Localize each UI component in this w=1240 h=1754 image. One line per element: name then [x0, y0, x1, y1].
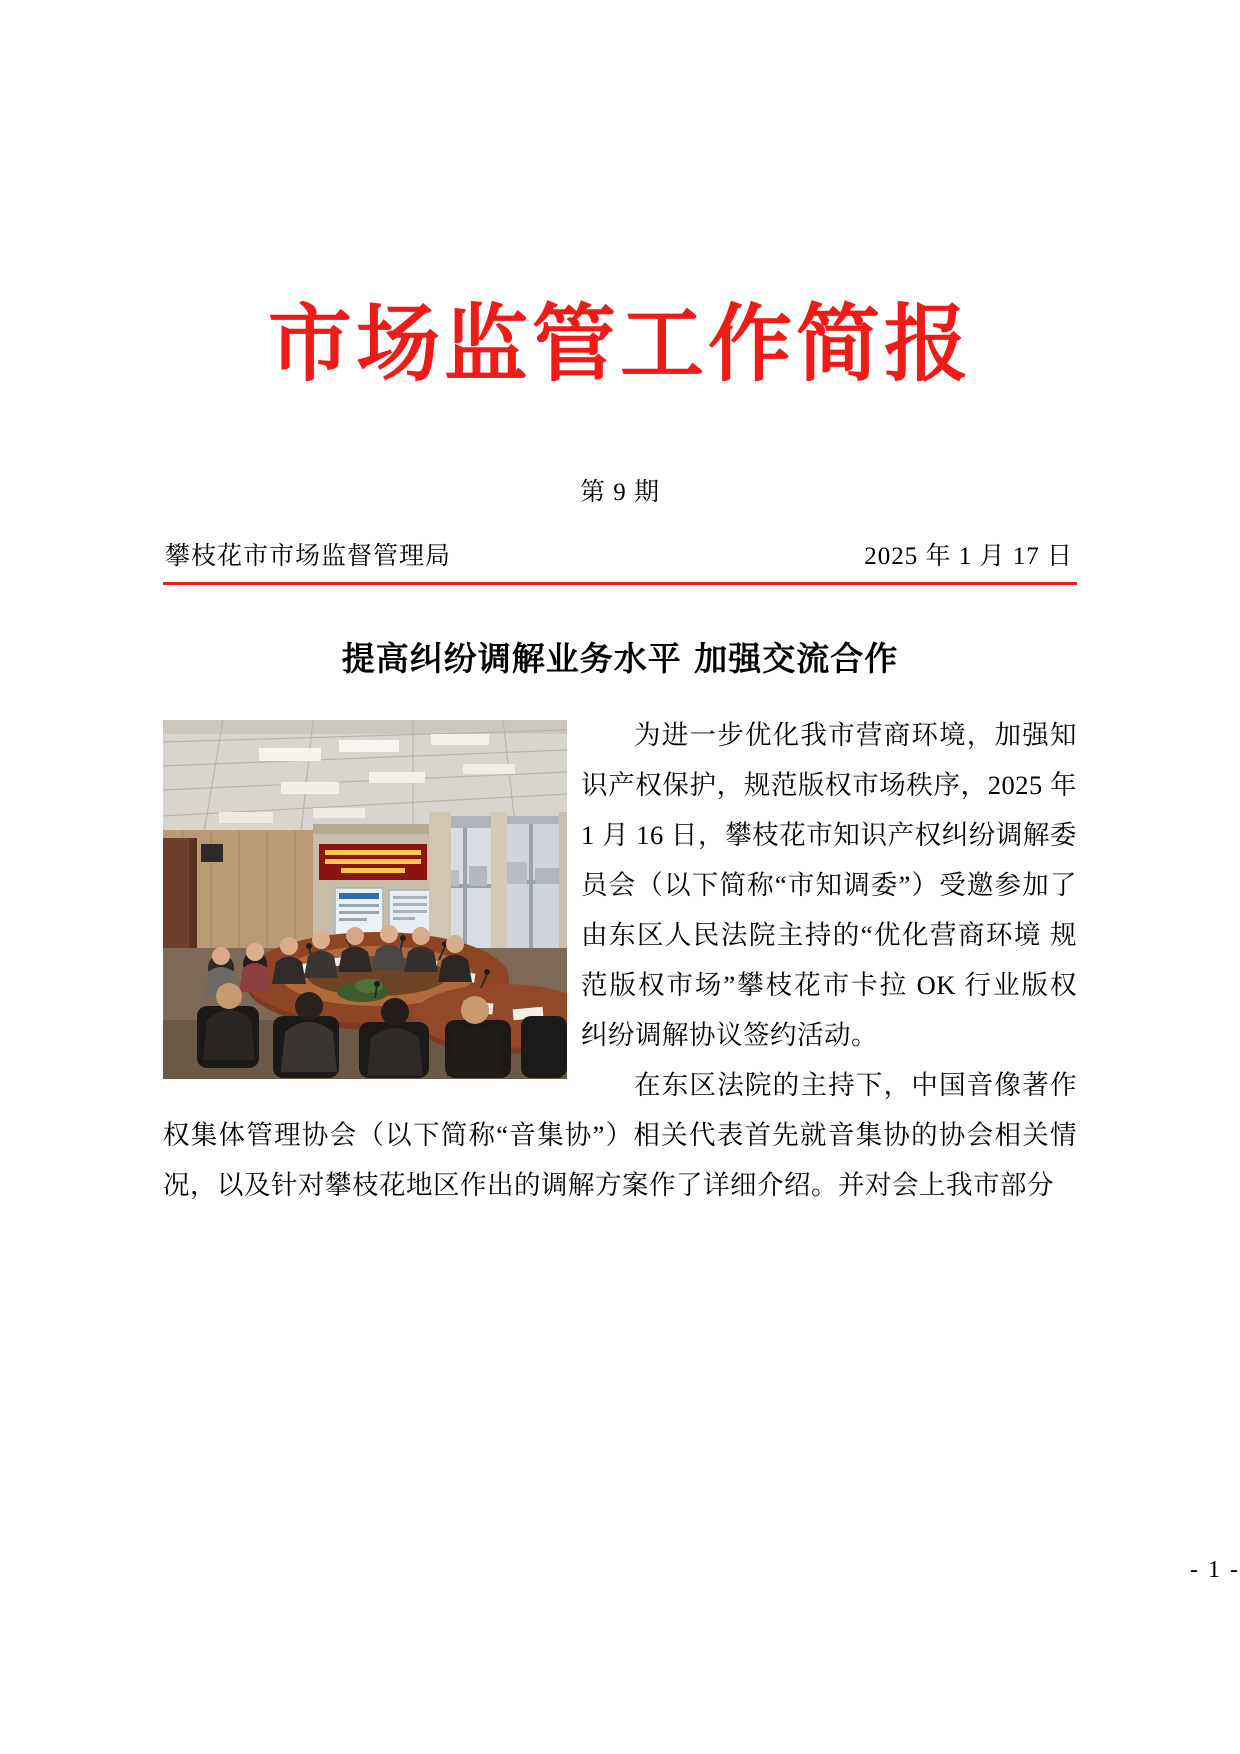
header-meta-row	[163, 536, 1077, 572]
header-divider	[163, 582, 1077, 585]
article-headline: 提高纠纷调解业务水平 加强交流合作	[341, 639, 899, 679]
page-title: 市场监管工作简报	[267, 294, 972, 393]
issue-number: 第 9 期	[579, 479, 660, 507]
meeting-photo	[163, 720, 567, 1079]
page-content	[163, 0, 1077, 1754]
issue-date: 2025 年 1 月 17 日	[864, 543, 1073, 571]
article-paragraph-1: 为进一步优化我市营商环境，加强知识产权保护，规范版权市场秩序，2025 年 1 月 16 日，攀枝花市知识产权纠纷调解委员会（以下简称“市知调委”）受邀参加了由东区人民法院主持的“优化营商环境 规范版权市场”攀枝花市卡拉 OK 行业版权纠纷调解协议签约活动。	[581, 720, 1077, 1051]
issuing-organization: 攀枝花市市场监督管理局	[165, 543, 452, 571]
article-body	[163, 710, 1077, 1210]
meeting-photo-graphic	[163, 720, 567, 1079]
article-paragraph-2: 在东区法院的主持下，中国音像著作权集体管理协会（以下简称“音集协”）相关代表首先就音集协的协会相关情况，以及针对攀枝花地区作出的调解方案作了详细介绍。并对会上我市部分	[163, 1070, 1077, 1201]
page-number: - 1 -	[1190, 1557, 1240, 1583]
